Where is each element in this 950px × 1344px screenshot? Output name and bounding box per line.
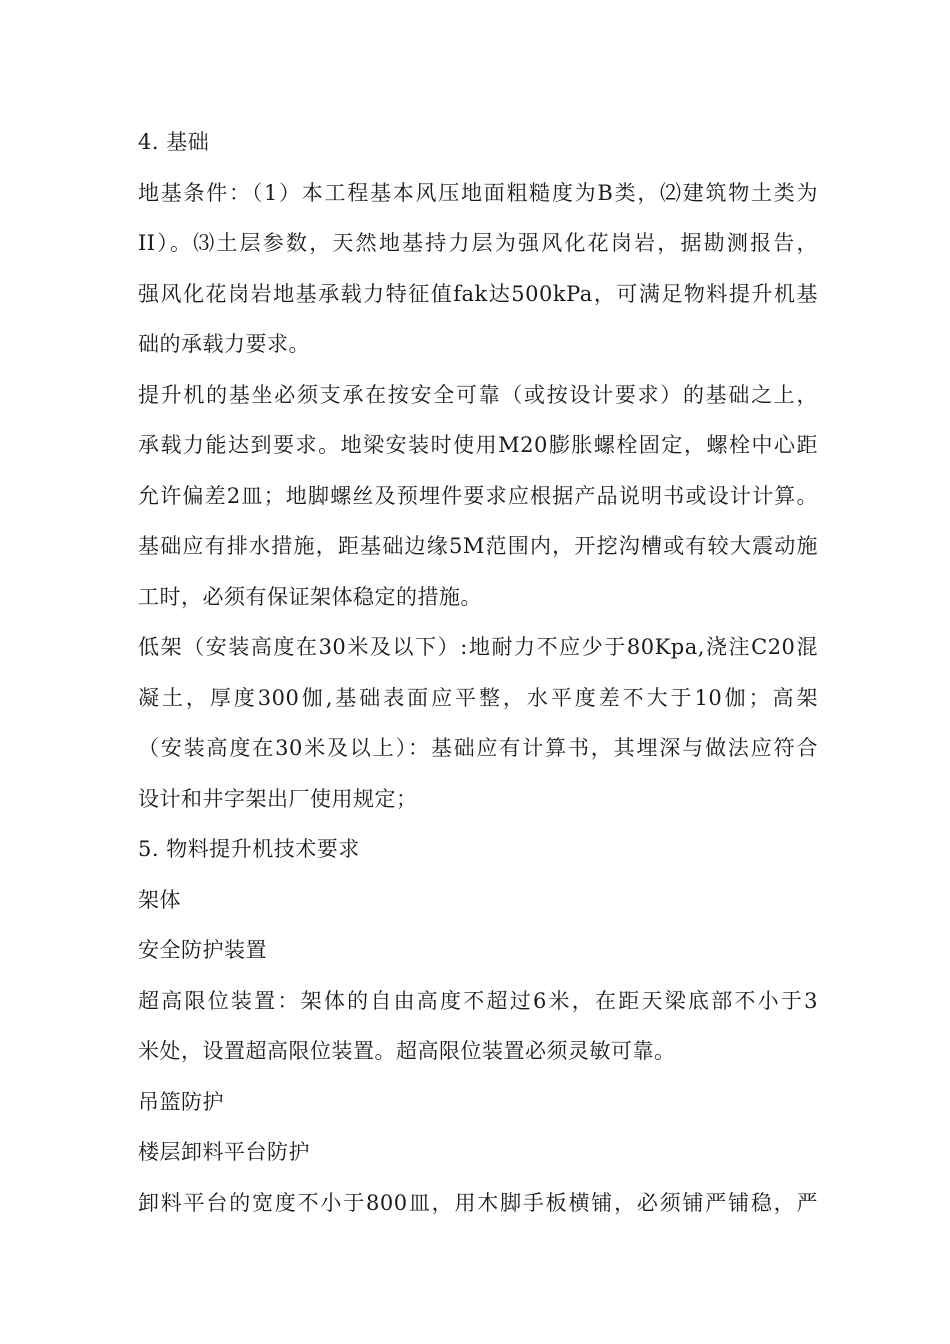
document-body [138,124,818,1235]
paragraph-line: 础的承载力要求。 [138,332,310,356]
paragraph-line: 超高限位装置：架体的自由高度不超过6米，在距天梁底部不小于3 [138,988,818,1013]
paragraph-line: 承载力能达到要求。地梁安装时使用M20膨胀螺栓固定，螺栓中心距 [138,433,818,457]
subheading-safety-devices: 安全防护装置 [138,938,267,962]
subheading-platform-protection: 楼层卸料平台防护 [138,1140,310,1164]
section-heading-foundation: 4. 基础 [138,130,210,154]
paragraph-line: 允许偏差2皿；地脚螺丝及预埋件要求应根据产品说明书或设计计算。 [138,483,818,508]
paragraph-line: 低架（安装高度在30米及以下）:地耐力不应少于80Kpa,浇注C20混 [138,635,818,659]
paragraph-line: 卸料平台的宽度不小于800皿，用木脚手板横铺，必须铺严铺稳，严 [138,1190,818,1215]
paragraph-line: 基础应有排水措施，距基础边缘5M范围内，开挖沟槽或有较大震动施 [138,534,818,558]
subheading-frame: 架体 [138,887,181,912]
paragraph-line: 提升机的基坐必须支承在按安全可靠（或按设计要求）的基础之上， [138,382,818,407]
section-heading-technical-requirements: 5. 物料提升机技术要求 [138,837,360,861]
paragraph-line: 凝土，厚度300伽,基础表面应平整，水平度差不大于10伽；高架 [138,685,818,710]
paragraph-line: 地基条件：（1）本工程基本风压地面粗糙度为B类，⑵建筑物土类为 [138,180,818,205]
paragraph-line: （安装高度在30米及以上）：基础应有计算书，其埋深与做法应符合 [138,736,818,760]
subheading-cage-protection: 吊篮防护 [138,1089,224,1114]
paragraph-line: II）。⑶土层参数，天然地基持力层为强风化花岗岩，据勘测报告， [138,231,818,255]
paragraph-line: 工时，必须有保证架体稳定的措施。 [138,584,482,609]
paragraph-line: 强风化花岗岩地基承载力特征值fak达500kPa，可满足物料提升机基 [138,281,818,306]
paragraph-line: 米处，设置超高限位装置。超高限位装置必须灵敏可靠。 [138,1039,676,1063]
paragraph-line: 设计和井字架出厂使用规定； [138,786,418,811]
